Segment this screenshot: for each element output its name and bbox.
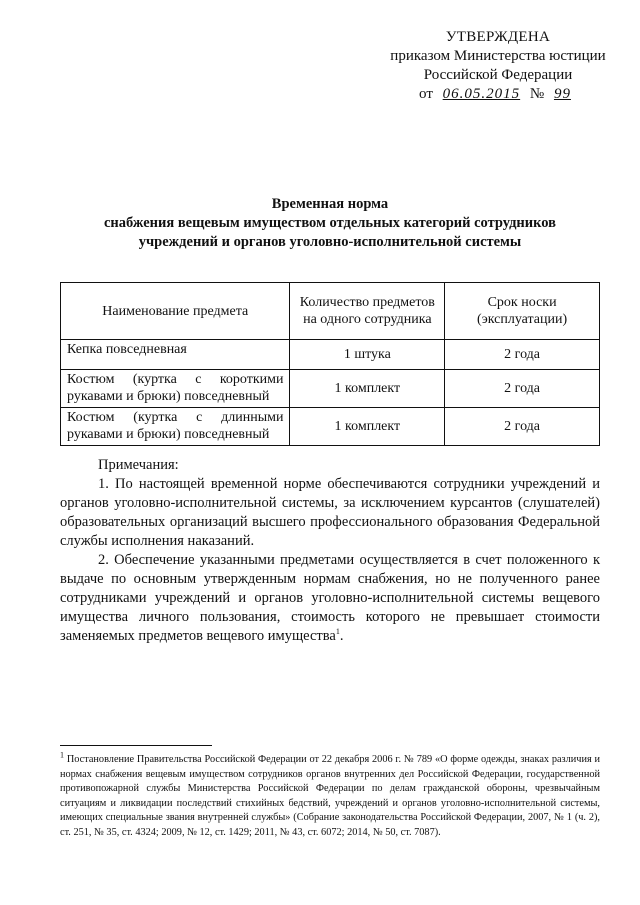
approval-block <box>376 28 620 104</box>
footnote-divider <box>60 745 212 746</box>
row-item: Кепка повседневная <box>61 340 290 370</box>
row-item: Костюм (куртка с длинными рукавами и брюки) повседневный <box>61 408 290 446</box>
title-line-3: учреждений и органов уголовно-исполнительной системы <box>138 234 522 250</box>
note-2-end: . <box>339 628 344 644</box>
number-prefix: № <box>529 86 545 102</box>
approval-date-line <box>376 85 620 104</box>
row-quantity: 1 комплект <box>290 408 445 446</box>
notes-heading: Примечания: <box>98 457 179 473</box>
date-prefix: от <box>419 86 433 102</box>
row-quantity: 1 комплект <box>290 370 445 408</box>
approval-date: 06.05.2015 <box>442 86 521 102</box>
row-quantity: 1 штука <box>290 340 445 370</box>
row-term: 2 года <box>445 408 600 446</box>
table-row <box>61 370 600 408</box>
footnote-marker[interactable]: 1 <box>335 627 340 637</box>
title-line-1: Временная норма <box>271 196 389 212</box>
header-term: Срок носки (эксплуатации) <box>445 283 600 340</box>
title-line-2: снабжения вещевым имуществом отдельных категорий сотрудников <box>103 215 557 231</box>
row-term: 2 года <box>445 340 600 370</box>
notes-section <box>60 456 600 646</box>
row-item: Костюм (куртка с короткими рукавами и брюки) повседневный <box>61 370 290 408</box>
norm-table <box>60 282 600 446</box>
footnote-ref: 1 <box>60 750 64 760</box>
approval-number: 99 <box>553 86 571 102</box>
note-1: 1. По настоящей временной норме обеспечиваются сотрудники учреждений и органов уголовно-исполнительной системы, за исключением курсантов (слушателей) образовательных организаций высшего профессионального образования Федеральной службы исполнения наказаний. <box>60 476 600 549</box>
footnote <box>60 750 601 840</box>
approval-line-1: приказом Министерства юстиции <box>390 48 606 64</box>
note-2-text: 2. Обеспечение указанными предметами осуществляется в счет положенного к выдаче по основным утвержденным нормам снабжения, но не полученного ранее сотрудниками учреждений и органов уголовно-исполнительной системы вещевого имущества личного пользования, стоимость которого не превышает стоимости заменяемых предметов вещевого имущества <box>60 552 600 644</box>
table-row <box>61 408 600 446</box>
row-term: 2 года <box>445 370 600 408</box>
table-header-row <box>61 283 600 340</box>
document-title <box>60 195 600 252</box>
footnote-text: Постановление Правительства Российской Федерации от 22 декабря 2006 г. № 789 «О форме одежды, знаках различия и нормах снабжения вещевым имуществом сотрудников органов внутренних дел Российской Федерации, государственной противопожарной службы Министерства Российской Федерации по делам гражданской обороны, чрезвычайным ситуациям и ликвидации последствий стихийных бедствий, учреждений и органов уголовно-исполнительной системы, имеющих специальные звания внутренней службы» (Собрание законодательства Российской Федерации, 2007, № 1 (ч. 2), ст. 251, № 35, ст. 4324; 2009, № 12, ст. 1429; 2011, № 43, ст. 6072; 2014, № 50, ст. 7087). <box>60 754 601 838</box>
header-quantity: Количество предметов на одного сотрудника <box>290 283 445 340</box>
approval-line-2: Российской Федерации <box>423 67 573 83</box>
note-2 <box>60 551 600 646</box>
header-item: Наименование предмета <box>61 283 290 340</box>
approval-title: УТВЕРЖДЕНА <box>445 29 551 45</box>
table-row <box>61 340 600 370</box>
